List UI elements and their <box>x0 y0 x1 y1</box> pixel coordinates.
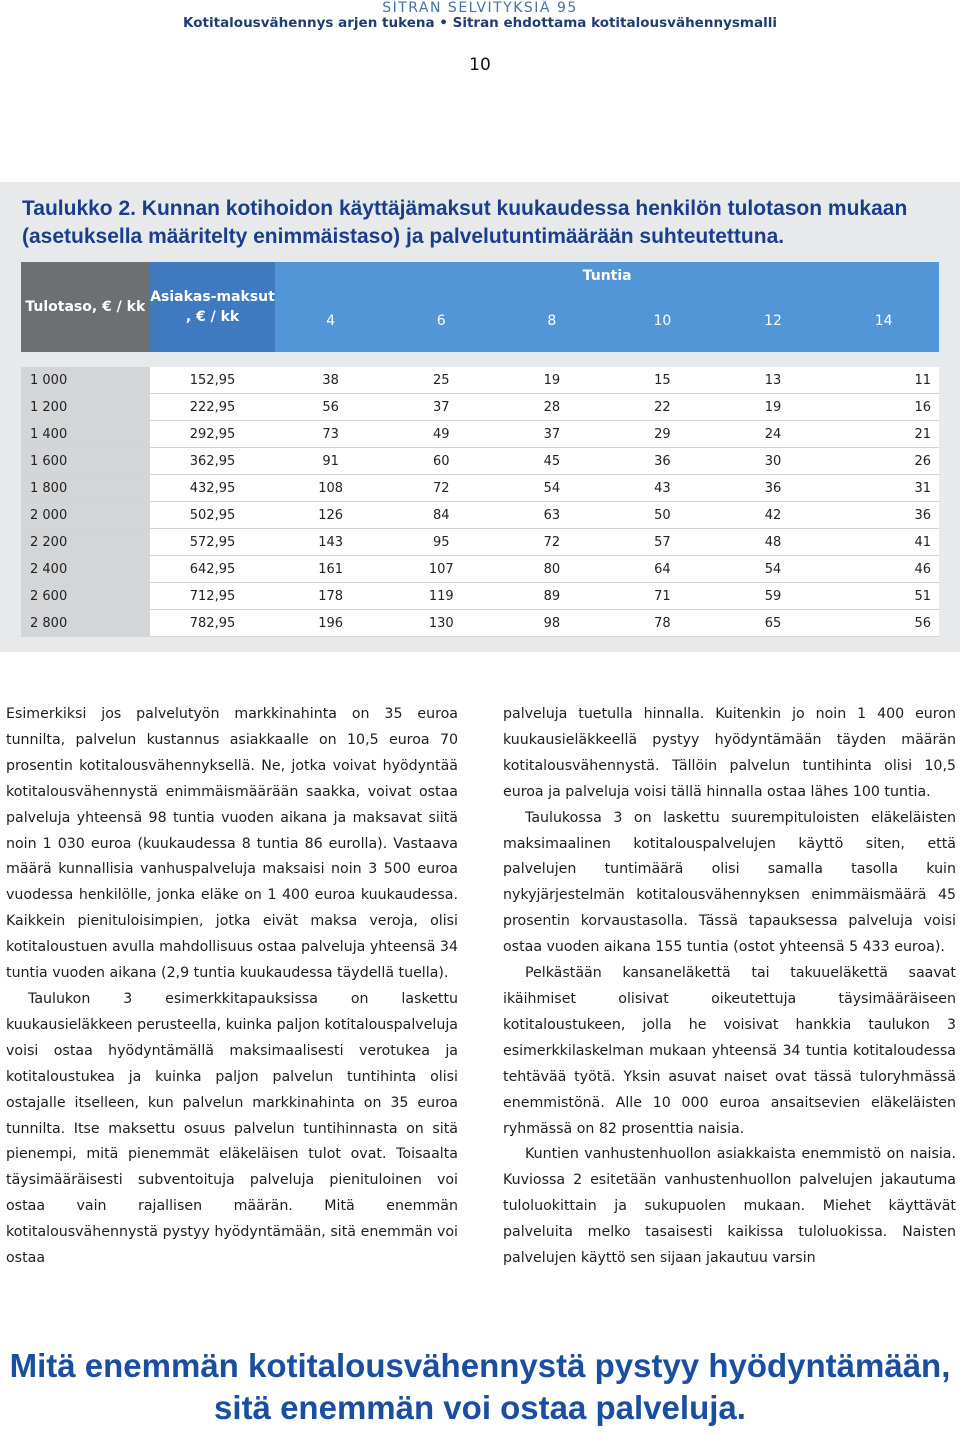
hour-value-cell: 37 <box>497 421 608 448</box>
hour-value-cell: 161 <box>275 556 386 583</box>
income-cell: 1 800 <box>21 475 150 502</box>
hour-value-cell: 71 <box>607 583 718 610</box>
income-cell: 1 000 <box>21 367 150 394</box>
fee-cell: 362,95 <box>150 448 276 475</box>
table-row <box>21 610 939 637</box>
income-cell: 2 600 <box>21 583 150 610</box>
hour-value-cell: 95 <box>386 529 497 556</box>
body-paragraph: Pelkästään kansaneläkettä tai takuueläkettä saavat ikäihmiset olisivat oikeutettuja täysimääräiseen kotitaloustukeen, jolla he voisivat hankkia taulukon 3 esimerkkilaskelman mukaan yhteensä 34 tuntia kotitaloudessa tehtävää työtä. Yksin asuvat naiset ovat tässä tuloryhmässä enemmistönä. Alle 10 000 euroa ansaitsevien eläkeläisten ryhmässä on 82 prosenttia naisia. <box>503 965 956 1137</box>
hour-value-cell: 36 <box>607 448 718 475</box>
hour-value-cell: 41 <box>828 529 939 556</box>
fee-cell: 572,95 <box>150 529 276 556</box>
table-row <box>21 367 939 394</box>
hour-value-cell: 56 <box>275 394 386 421</box>
header-income: Tulotaso, € / kk <box>21 262 150 352</box>
hour-value-cell: 24 <box>718 421 829 448</box>
pull-quote: Mitä enemmän kotitalousvähennystä pystyy hyödyntämään, sitä enemmän voi ostaa palveluja. <box>9 1347 951 1426</box>
hour-value-cell: 45 <box>497 448 608 475</box>
body-paragraph: palveluja tuetulla hinnalla. Kuitenkin jo noin 1 400 euron kuukausieläkkeellä pystyy hyödyntämään täyden määrän kotitalousvähennystä. Tällöin palvelun tuntihinta olisi 10,5 euroa ja palveluja voisi tällä hinnalla ostaa lähes 100 tuntia. <box>503 706 956 800</box>
hour-value-cell: 59 <box>718 583 829 610</box>
hour-value-cell: 22 <box>607 394 718 421</box>
hour-value-cell: 72 <box>497 529 608 556</box>
fee-table <box>21 262 939 637</box>
hour-value-cell: 36 <box>718 475 829 502</box>
hour-value-cell: 25 <box>386 367 497 394</box>
header-hour: 6 <box>386 291 497 352</box>
hour-value-cell: 37 <box>386 394 497 421</box>
fee-cell: 432,95 <box>150 475 276 502</box>
table-caption: Taulukko 2. Kunnan kotihoidon käyttäjämaksut kuukaudessa henkilön tulotason mukaan (asetuksella määritelty enimmäistaso) ja palvelutuntimäärään suhteutettuna. <box>22 197 908 248</box>
hour-value-cell: 65 <box>718 610 829 637</box>
income-cell: 2 200 <box>21 529 150 556</box>
body-column-right <box>503 702 956 1272</box>
body-paragraph: Taulukossa 3 on laskettu suurempituloisten eläkeläisten maksimaalinen kotitalouspalvelujen käyttö siten, että palvelujen tuntimäärä olisi samalla tasolla kuin nykyjärjestelmän kotitalousvähennyksen enimmäismäärä 45 prosentin korvaustasolla. Tässä tapauksessa palveluja voisi ostaa vuoden aikana 155 tuntia (ostot yhteensä 5 433 euroa). <box>503 809 956 956</box>
fee-cell: 152,95 <box>150 367 276 394</box>
hour-value-cell: 46 <box>828 556 939 583</box>
table-row <box>21 448 939 475</box>
hour-value-cell: 31 <box>828 475 939 502</box>
hour-value-cell: 54 <box>718 556 829 583</box>
body-paragraph: Esimerkiksi jos palvelutyön markkinahinta on 35 euroa tunnilta, palvelun kustannus asiakkaalle on 10,5 euroa 70 prosentin kotitalousvähennyksellä. Ne, jotka voivat hyödyntää kotitalousvähennystä enimmäismäärään saakka, voivat ostaa palveluja yhteensä 98 tuntia vuoden aikana ja maksavat siitä noin 1 030 euroa (kuukaudessa 8 tuntia 86 eurolla). Vastaava määrä kunnallisia vanhuspalveluja maksaisi noin 3 500 euroa vuodessa henkilölle, jonka eläke on 1 400 euroa kuukaudessa. Kaikkein pienituloisimpien, jotka eivät maksa veroja, olisi kotitaloustuen avulla mahdollisuus ostaa palveluja yhteensä 34 tuntia vuoden aikana (2,9 tuntia kuukaudessa täydellä tuella). <box>6 706 458 982</box>
hour-value-cell: 64 <box>607 556 718 583</box>
hour-value-cell: 28 <box>497 394 608 421</box>
hour-value-cell: 143 <box>275 529 386 556</box>
hour-value-cell: 91 <box>275 448 386 475</box>
hour-value-cell: 63 <box>497 502 608 529</box>
hour-value-cell: 98 <box>497 610 608 637</box>
hour-value-cell: 72 <box>386 475 497 502</box>
table-row <box>21 394 939 421</box>
hour-value-cell: 36 <box>828 502 939 529</box>
hour-value-cell: 57 <box>607 529 718 556</box>
publication-subtitle: Kotitalousvähennys arjen tukena • Sitran ehdottama kotitalousvähennysmalli <box>183 15 777 31</box>
hour-value-cell: 56 <box>828 610 939 637</box>
income-cell: 1 600 <box>21 448 150 475</box>
table-body <box>21 352 939 637</box>
publication-series: SITRAN SELVITYKSIÄ 95 <box>382 0 578 16</box>
fee-cell: 502,95 <box>150 502 276 529</box>
hour-value-cell: 30 <box>718 448 829 475</box>
header-hours-group: Tuntia <box>275 262 939 291</box>
fee-cell: 782,95 <box>150 610 276 637</box>
table-row <box>21 421 939 448</box>
fee-cell: 712,95 <box>150 583 276 610</box>
fee-cell: 222,95 <box>150 394 276 421</box>
hour-value-cell: 60 <box>386 448 497 475</box>
hour-value-cell: 26 <box>828 448 939 475</box>
hour-value-cell: 73 <box>275 421 386 448</box>
body-column-left <box>6 702 458 1272</box>
hour-value-cell: 16 <box>828 394 939 421</box>
body-paragraph: Kuntien vanhustenhuollon asiakkaista enemmistö on naisia. Kuviossa 2 esitetään vanhustenhuollon palvelujen jakautuma tuloluokittain ja sukupuolen mukaan. Miehet käyttävät palveluita melko tasaisesti kaikissa tuloluokissa. Naisten palvelujen käyttö sen sijaan jakautuu varsin <box>503 1146 956 1267</box>
table-row <box>21 529 939 556</box>
header-hour: 14 <box>828 291 939 352</box>
header-hour: 10 <box>607 291 718 352</box>
hour-value-cell: 19 <box>718 394 829 421</box>
hour-value-cell: 196 <box>275 610 386 637</box>
hour-value-cell: 13 <box>718 367 829 394</box>
header-hour: 4 <box>275 291 386 352</box>
hour-value-cell: 48 <box>718 529 829 556</box>
hour-value-cell: 21 <box>828 421 939 448</box>
header-fee: Asiakas-maksut , € / kk <box>150 262 276 352</box>
hour-value-cell: 19 <box>497 367 608 394</box>
body-paragraph: Taulukon 3 esimerkkitapauksissa on laskettu kuukausieläkkeen perusteella, kuinka paljon kotitalouspalveluja voisi ostaa hyödyntämällä maksimaalisesti verotukea ja kotitaloustukea ja kuinka paljon palvelun tuntihinta olisi ostajalle itselleen, kun palvelun markkinahinta on 35 euroa tunnilta. Itse maksettu osuus palvelun tuntihinnasta on sitä pienempi, mitä pienemmät eläkeläisen tulot ovat. Toisaalta täysimääräisesti subventoituja palveluja pienituloinen voi ostaa vain rajallisen määrän. Mitä enemmän kotitalousvähennystä pystyy hyödyntämään, sitä enemmän voi ostaa <box>6 990 458 1267</box>
hour-value-cell: 38 <box>275 367 386 394</box>
hour-value-cell: 43 <box>607 475 718 502</box>
fee-cell: 292,95 <box>150 421 276 448</box>
income-cell: 1 400 <box>21 421 150 448</box>
income-cell: 2 400 <box>21 556 150 583</box>
hour-value-cell: 108 <box>275 475 386 502</box>
hour-value-cell: 29 <box>607 421 718 448</box>
fee-cell: 642,95 <box>150 556 276 583</box>
table-row <box>21 502 939 529</box>
income-cell: 2 000 <box>21 502 150 529</box>
table-row <box>21 556 939 583</box>
hour-value-cell: 51 <box>828 583 939 610</box>
hour-value-cell: 50 <box>607 502 718 529</box>
hour-value-cell: 119 <box>386 583 497 610</box>
hour-value-cell: 15 <box>607 367 718 394</box>
hour-value-cell: 178 <box>275 583 386 610</box>
hour-value-cell: 89 <box>497 583 608 610</box>
table-row <box>21 475 939 502</box>
hour-value-cell: 130 <box>386 610 497 637</box>
hour-value-cell: 11 <box>828 367 939 394</box>
table-row <box>21 583 939 610</box>
page-number: 10 <box>469 55 491 75</box>
hour-value-cell: 126 <box>275 502 386 529</box>
income-cell: 2 800 <box>21 610 150 637</box>
header-hour: 12 <box>718 291 829 352</box>
hour-value-cell: 84 <box>386 502 497 529</box>
header-hour: 8 <box>497 291 608 352</box>
hour-value-cell: 107 <box>386 556 497 583</box>
hour-value-cell: 80 <box>497 556 608 583</box>
hour-value-cell: 78 <box>607 610 718 637</box>
hour-value-cell: 54 <box>497 475 608 502</box>
hour-value-cell: 42 <box>718 502 829 529</box>
hour-value-cell: 49 <box>386 421 497 448</box>
income-cell: 1 200 <box>21 394 150 421</box>
